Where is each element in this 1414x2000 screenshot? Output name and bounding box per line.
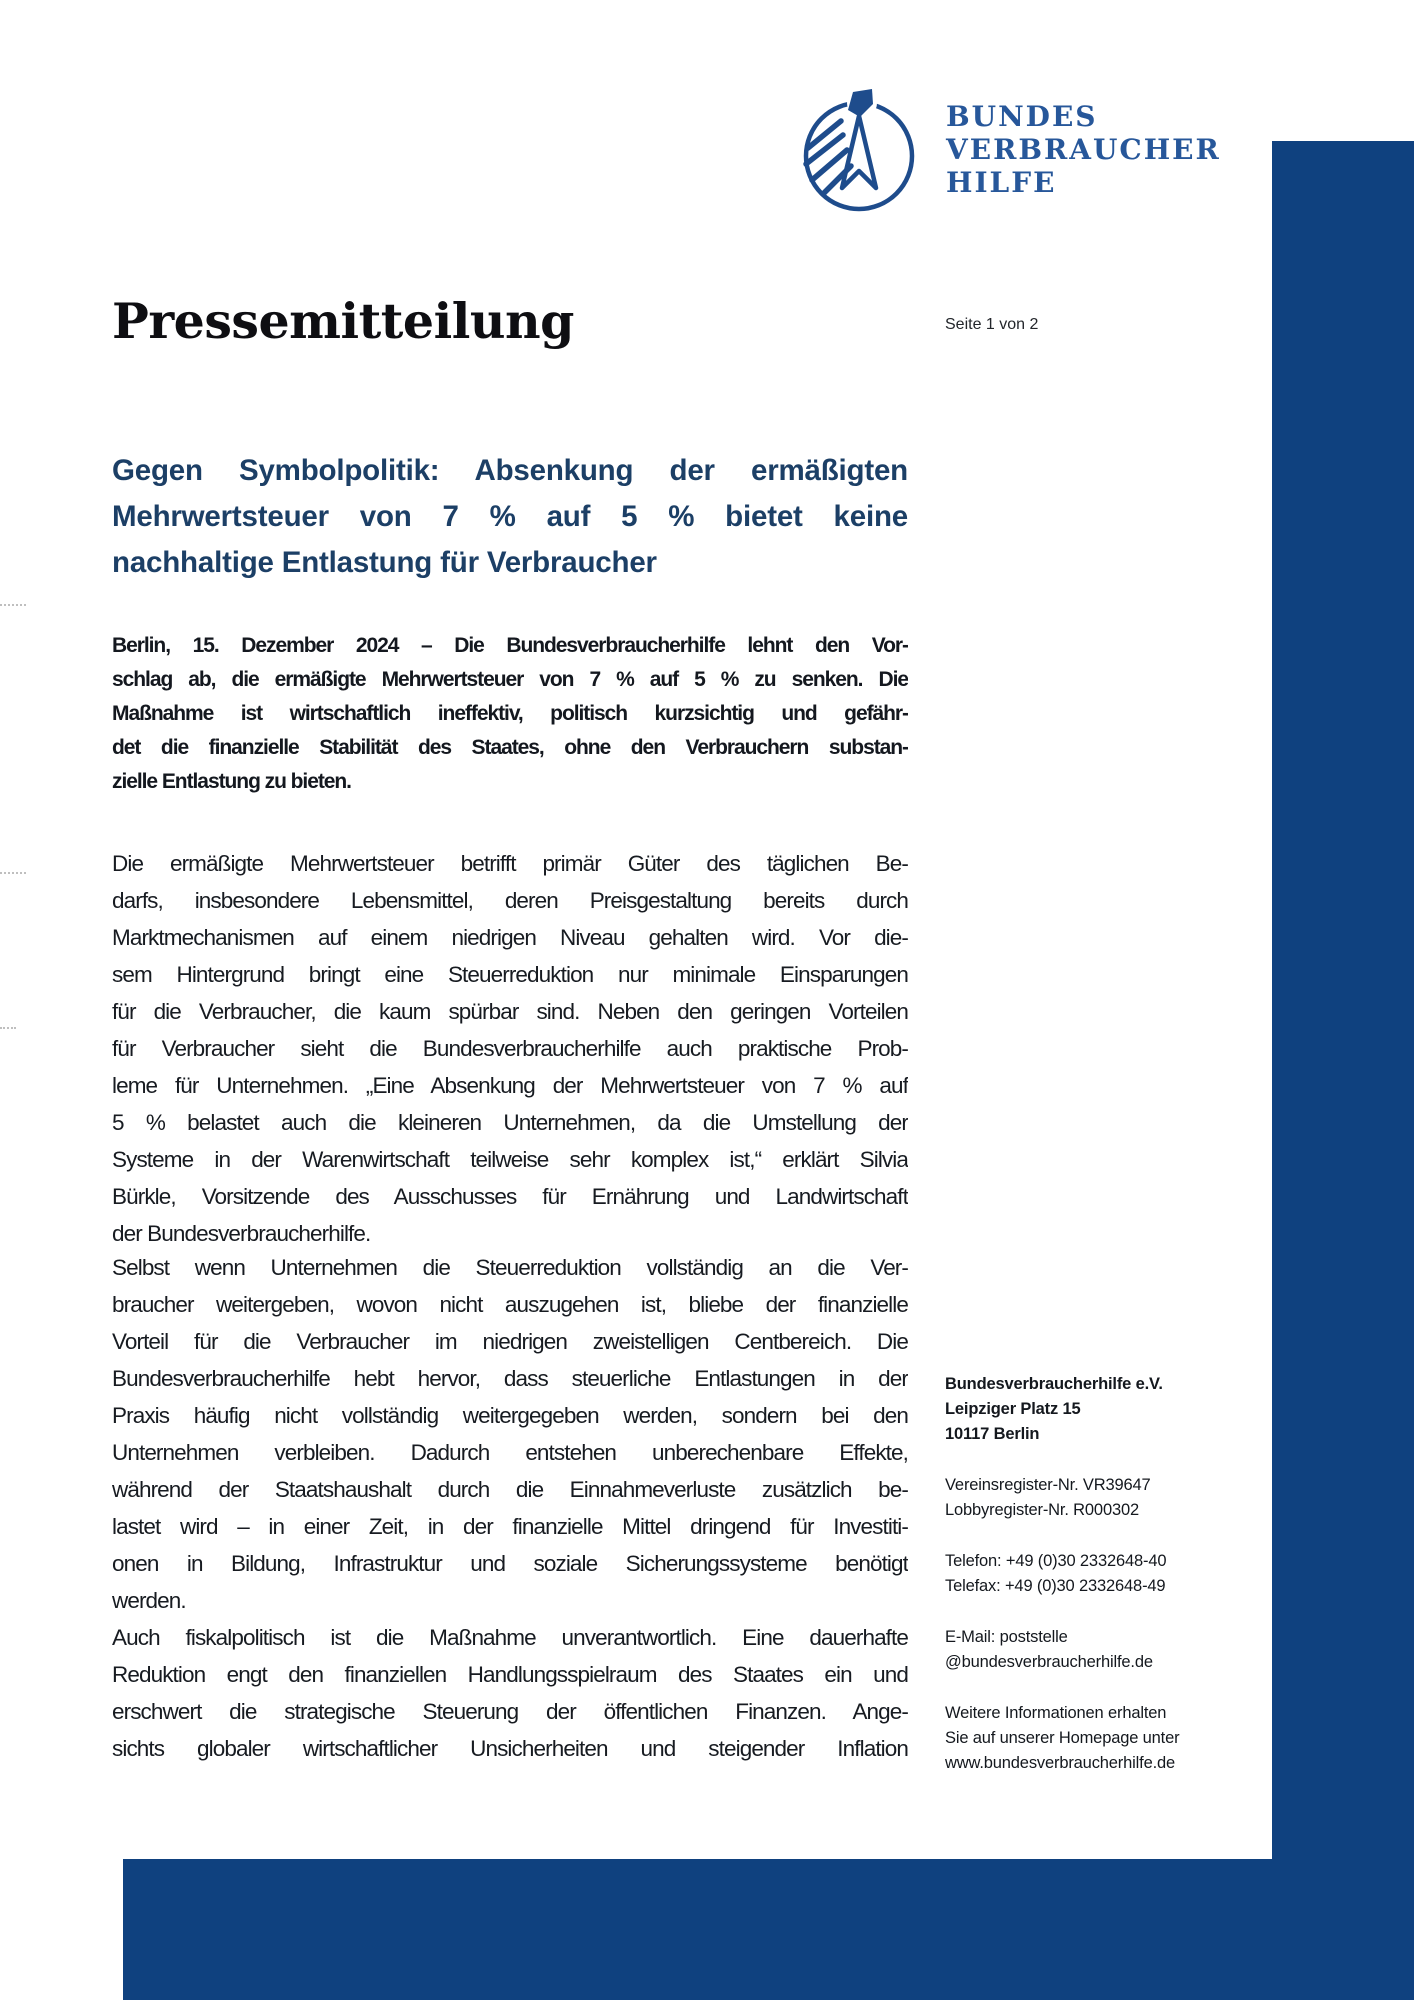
body-paragraph-2 [112,1249,908,1619]
text-line: für die Verbraucher, die kaum spürbar sind. Neben den geringen Vorteilen [112,999,908,1024]
text-line: leme für Unternehmen. „Eine Absenkung der Mehrwertsteuer von 7 % auf [112,1073,908,1098]
text-line: Vorteil für die Verbraucher im niedrigen zweistelligen Centbereich. Die [112,1329,908,1354]
sidebar-line: Lobbyregister-Nr. R000302 [945,1501,1139,1519]
sidebar-line: Telefax: +49 (0)30 2332648-49 [945,1577,1166,1595]
sidebar-contact [945,1372,1245,1802]
sidebar-block [945,1625,1245,1675]
sidebar-block [945,1372,1245,1447]
sidebar-block [945,1473,1245,1523]
sidebar-block [945,1549,1245,1599]
text-line: Selbst wenn Unternehmen die Steuerreduktion vollständig an die Ver- [112,1255,908,1280]
text-line: Unternehmen verbleiben. Dadurch entstehen unberechenbare Effekte, [112,1440,908,1465]
text-line: zielle Entlastung zu bieten. [112,770,351,793]
page-title: Pressemitteilung [112,292,574,350]
text-line: Die ermäßigte Mehrwertsteuer betrifft primär Güter des täglichen Be- [112,851,908,876]
text-line: lastet wird – in einer Zeit, in der finanzielle Mittel dringend für Investiti- [112,1514,908,1539]
text-line: Bürkle, Vorsitzende des Ausschusses für Ernährung und Landwirtschaft [112,1184,908,1209]
page-indicator: Seite 1 von 2 [945,316,1039,333]
body-paragraph-1 [112,845,908,1252]
text-line: onen in Bildung, Infrastruktur und soziale Sicherungssysteme benötigt [112,1551,908,1576]
sidebar-line: Weitere Informationen erhalten [945,1704,1167,1722]
text-line: braucher weitergeben, wovon nicht auszugehen ist, bliebe der finanzielle [112,1292,908,1317]
logo-wordmark-line: BUNDES [946,100,1098,133]
text-line: nachhaltige Entlastung für Verbraucher [112,546,657,579]
text-line: schlag ab, die ermäßigte Mehrwertsteuer von 7 % auf 5 % zu senken. Die [112,668,908,691]
sidebar-line: Leipziger Platz 15 [945,1400,1081,1418]
lead-paragraph [112,629,908,799]
text-line: darfs, insbesondere Lebensmittel, deren Preisgestaltung bereits durch [112,888,908,913]
sidebar-block [945,1701,1245,1776]
sidebar-line: E-Mail: poststelle [945,1628,1068,1646]
sidebar-line: Telefon: +49 (0)30 2332648-40 [945,1552,1167,1570]
text-line: Gegen Symbolpolitik: Absenkung der ermäßigten [112,454,908,487]
text-line: Reduktion engt den finanziellen Handlungsspielraum des Staates ein und [112,1662,908,1687]
logo-wordmark-line: HILFE [946,166,1057,199]
sidebar-line: www.bundesverbraucherhilfe.de [945,1754,1176,1772]
bottom-accent-bar [123,1859,1414,2000]
fold-mark [0,604,26,606]
text-line: für Verbraucher sieht die Bundesverbraucherhilfe auch praktische Prob- [112,1036,908,1061]
logo-wordmark [946,100,1221,199]
text-line: sem Hintergrund bringt eine Steuerreduktion nur minimale Einsparungen [112,962,908,987]
text-line: det die finanzielle Stabilität des Staates, ohne den Verbrauchern substan- [112,736,908,759]
sidebar-line: Bundesverbraucherhilfe e.V. [945,1375,1163,1393]
logo-wordmark-line: VERBRAUCHER [946,133,1221,166]
eagle-in-circle-icon [796,84,922,218]
punch-mark [0,1027,16,1029]
sidebar-line: @bundesverbraucherhilfe.de [945,1653,1153,1671]
text-line: 5 % belastet auch die kleineren Unternehmen, da die Umstellung der [112,1110,908,1135]
body-paragraph-3 [112,1619,908,1767]
text-line: Berlin, 15. Dezember 2024 – Die Bundesverbraucherhilfe lehnt den Vor- [112,634,908,657]
text-line: werden. [112,1588,186,1613]
text-line: Bundesverbraucherhilfe hebt hervor, dass steuerliche Entlastungen in der [112,1366,908,1391]
text-line: Mehrwertsteuer von 7 % auf 5 % bietet keine [112,500,908,533]
text-line: während der Staatshaushalt durch die Einnahmeverluste zusätzlich be- [112,1477,908,1502]
sidebar-line: Sie auf unserer Homepage unter [945,1729,1180,1747]
text-line: erschwert die strategische Steuerung der öffentlichen Finanzen. Ange- [112,1699,908,1724]
text-line: Praxis häufig nicht vollständig weitergegeben werden, sondern bei den [112,1403,908,1428]
right-accent-bar [1272,141,1414,2000]
text-line: Systeme in der Warenwirtschaft teilweise sehr komplex ist,“ erklärt Silvia [112,1147,908,1172]
fold-mark [0,872,26,874]
sidebar-line: Vereinsregister-Nr. VR39647 [945,1476,1151,1494]
text-line: Marktmechanismen auf einem niedrigen Niveau gehalten wird. Vor die- [112,925,908,950]
text-line: Auch fiskalpolitisch ist die Maßnahme unverantwortlich. Eine dauerhafte [112,1625,908,1650]
text-line: sichts globaler wirtschaftlicher Unsicherheiten und steigender Inflation [112,1736,908,1761]
headline [112,448,908,586]
text-line: der Bundesverbraucherhilfe. [112,1221,371,1246]
text-line: Maßnahme ist wirtschaftlich ineffektiv, politisch kurzsichtig und gefähr- [112,702,908,725]
sidebar-line: 10117 Berlin [945,1425,1040,1443]
